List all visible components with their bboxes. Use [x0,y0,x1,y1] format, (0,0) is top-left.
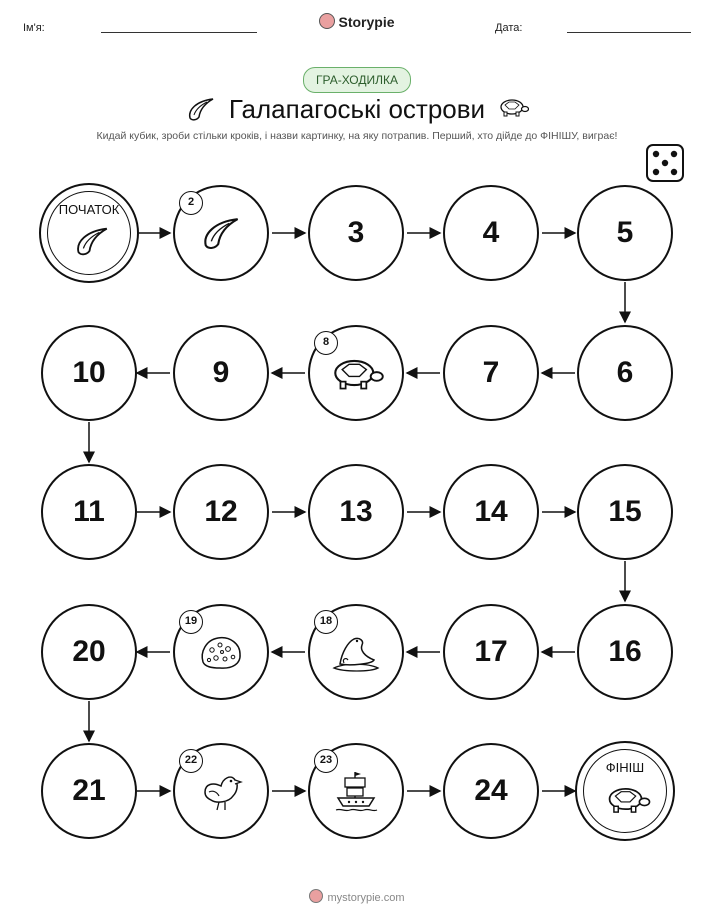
cell-5[interactable] [577,185,673,281]
cell-4[interactable] [443,185,539,281]
ship-icon [333,768,379,814]
cell-number-badge: 8 [314,331,338,355]
finish-label: ФІНІШ [605,760,645,775]
game-type-badge: ГРА-ХОДИЛКА [303,67,411,93]
finch-icon [199,768,243,814]
cell-12[interactable] [173,464,269,560]
cell-number: 11 [73,495,105,528]
cell-15[interactable] [577,464,673,560]
finish-cell[interactable] [575,741,675,841]
cell-11[interactable] [41,464,137,560]
cell-7[interactable] [443,325,539,421]
cell-3[interactable] [308,185,404,281]
cell-number: 10 [72,356,106,389]
footer-url[interactable]: mystorypie.com [327,892,405,904]
footer [0,889,714,904]
cell-number-badge: 18 [314,610,338,634]
cell-number-badge: 22 [179,749,203,773]
claw-icon [200,215,242,251]
cell-13[interactable] [308,464,404,560]
cell-9[interactable] [173,325,269,421]
date-label: Дата: [495,22,523,34]
claw-icon [73,225,111,257]
cell-number: 21 [72,774,106,807]
cell-number: 14 [474,495,508,528]
cell-number: 6 [616,356,634,389]
page-title: Галапагоські острови [228,94,486,124]
instructions: Кидай кубик, зроби стільки кроків, і назви картинку, на яку потрапив. Перший, хто дійде до ФІНІШУ, виграє! [96,130,618,142]
cell-16[interactable] [577,604,673,700]
cell-10[interactable] [41,325,137,421]
storypie-logo-icon [309,889,323,903]
cell-number: 12 [204,495,238,528]
cell-number: 9 [212,356,230,389]
cell-number: 20 [72,635,106,668]
tortoise-icon [328,354,384,392]
cell-number: 16 [608,635,642,668]
start-label: ПОЧАТОК [58,202,120,217]
cell-20[interactable] [41,604,137,700]
cell-number-badge: 23 [314,749,338,773]
cell-24[interactable] [443,743,539,839]
cell-14[interactable] [443,464,539,560]
name-label: Ім'я: [23,22,45,34]
cell-number: 4 [482,216,500,249]
tortoise-icon [603,783,651,815]
cell-number: 13 [339,495,373,528]
cell-number: 24 [474,774,508,807]
sea-lion-icon [330,630,382,674]
cell-number: 17 [474,635,508,668]
cell-number: 15 [608,495,642,528]
brand: Storypie [0,13,714,30]
cell-21[interactable] [41,743,137,839]
cell-number: 7 [482,356,500,389]
start-cell[interactable] [39,183,139,283]
cell-6[interactable] [577,325,673,421]
cell-number: 5 [616,216,634,249]
cell-17[interactable] [443,604,539,700]
cell-number: 3 [347,216,365,249]
lava-rock-icon [198,632,244,672]
cell-number-badge: 19 [179,610,203,634]
cell-number-badge: 2 [179,191,203,215]
